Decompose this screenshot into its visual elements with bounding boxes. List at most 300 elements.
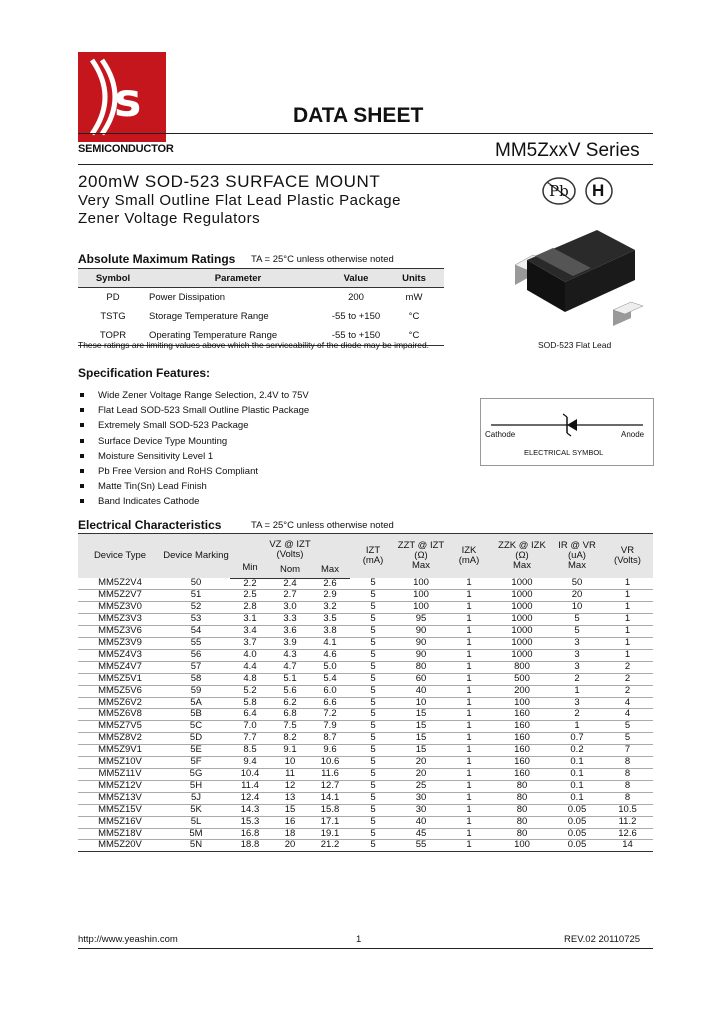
zzk-cell: 80	[516, 779, 528, 791]
device-marking-cell: 51	[190, 589, 202, 601]
zzk-cell: 1000	[511, 601, 533, 613]
vz-min-cell: 10.4	[240, 768, 260, 779]
vr-cell: 1	[624, 648, 631, 660]
izt-cell: 5	[370, 779, 376, 791]
vz-min-cell: 3.4	[243, 625, 257, 637]
izk-cell: 1	[466, 839, 472, 851]
zzt-cell: 20	[415, 768, 427, 779]
zzt-cell: 15	[415, 708, 427, 720]
electrical-symbol-caption: ELECTRICAL SYMBOL	[524, 448, 604, 457]
abs-max-note: These ratings are limiting values above which the serviceability of the diode may be impaired.	[78, 340, 430, 350]
table-row	[78, 769, 653, 781]
izt-cell: 5	[370, 684, 376, 696]
ir-cell: 5	[574, 613, 580, 625]
ir-cell: 3	[574, 637, 580, 649]
vz-nom-cell: 6.8	[283, 708, 297, 720]
electrical-condition: TA = 25°C unless otherwise noted	[251, 520, 394, 531]
zzk-cell: 1000	[511, 637, 533, 649]
vz-nom-cell: 3.0	[283, 601, 297, 613]
vz-max-cell: 11.6	[321, 768, 339, 779]
vz-nom-cell: 3.3	[283, 613, 297, 625]
vz-min-cell: 3.7	[243, 637, 257, 649]
logo-brand-text: SEMICONDUCTOR	[78, 143, 174, 155]
device-type-cell: MM5Z11V	[98, 768, 142, 779]
col-symbol: Symbol	[78, 269, 148, 288]
symbol-cell: PD	[106, 292, 120, 303]
vz-nom-cell: 9.1	[283, 744, 297, 756]
izk-cell: 1	[466, 708, 472, 720]
izt-cell: 5	[370, 744, 376, 756]
vz-nom-cell: 4.7	[283, 660, 297, 672]
title-line-1: 200mW SOD-523 SURFACE MOUNT	[78, 172, 381, 191]
table-row	[78, 288, 444, 308]
izk-cell: 1	[466, 637, 472, 649]
zzk-cell: 80	[516, 815, 528, 827]
col-vz-nom: Nom	[270, 562, 310, 578]
vz-nom-cell: 6.2	[283, 696, 297, 708]
device-marking-cell: 57	[190, 660, 202, 672]
col-vr: VR (Volts)	[602, 534, 653, 579]
zzk-cell: 160	[514, 732, 530, 744]
vz-max-cell: 9.6	[323, 744, 337, 756]
izk-cell: 1	[466, 613, 472, 625]
vr-cell: 1	[624, 601, 631, 613]
vr-cell: 7	[624, 744, 631, 756]
device-marking-cell: 50	[190, 577, 202, 589]
list-item: Extremely Small SOD-523 Package	[78, 418, 309, 433]
izt-cell: 5	[370, 720, 376, 732]
izk-cell: 1	[466, 672, 472, 684]
izt-cell: 5	[370, 613, 376, 625]
device-marking-cell: 58	[190, 672, 202, 684]
table-row	[78, 840, 653, 852]
vz-max-cell: 4.6	[323, 648, 337, 660]
vr-cell: 1	[624, 613, 631, 625]
table-row	[78, 721, 653, 733]
value-cell: -55 to +150	[328, 326, 384, 346]
table-row	[78, 745, 653, 757]
zzt-cell: 40	[415, 684, 427, 696]
zzt-cell: 95	[415, 613, 427, 625]
device-marking-cell: 5G	[189, 768, 203, 779]
ir-cell: 2	[574, 708, 580, 720]
vr-cell: 4	[624, 708, 631, 720]
zzt-cell: 80	[415, 660, 427, 672]
zzt-cell: 90	[415, 648, 427, 660]
izk-cell: 1	[466, 720, 472, 732]
vz-min-cell: 2.2	[243, 577, 257, 589]
vz-min-cell: 9.4	[243, 756, 257, 768]
vr-cell: 1	[624, 625, 631, 637]
anode-label: Anode	[621, 430, 645, 439]
device-marking-cell: 5A	[190, 696, 202, 708]
table-row	[78, 626, 653, 638]
device-type-cell: MM5Z3V6	[98, 625, 142, 637]
parameter-cell: Operating Temperature Range	[148, 326, 328, 346]
izt-cell: 5	[370, 696, 376, 708]
vz-max-cell: 2.6	[323, 577, 337, 589]
zzt-cell: 90	[415, 625, 427, 637]
vz-min-cell: 4.0	[243, 648, 257, 660]
izk-cell: 1	[466, 589, 472, 601]
list-item: Flat Lead SOD-523 Small Outline Plastic Package	[78, 403, 309, 418]
izt-cell: 5	[370, 637, 376, 649]
vz-min-cell: 3.1	[243, 613, 257, 625]
zzk-cell: 100	[514, 839, 530, 851]
col-izt: IZT (mA)	[350, 534, 396, 579]
table-row	[78, 816, 653, 828]
zzt-cell: 100	[413, 589, 429, 601]
device-marking-cell: 5D	[189, 732, 203, 744]
vr-cell: 5	[624, 720, 631, 732]
vz-min-cell: 14.3	[240, 803, 260, 815]
ir-cell: 3	[574, 660, 580, 672]
ir-cell: 0.1	[570, 779, 584, 791]
zzt-cell: 30	[415, 791, 427, 803]
zzk-cell: 1000	[511, 589, 533, 601]
vz-min-cell: 2.8	[243, 601, 257, 613]
table-row	[78, 709, 653, 721]
vz-min-cell: 7.0	[243, 720, 257, 732]
device-type-cell: MM5Z5V6	[98, 684, 142, 696]
zzk-cell: 200	[514, 684, 530, 696]
device-type-cell: MM5Z18V	[98, 827, 142, 839]
device-type-cell: MM5Z12V	[98, 779, 142, 791]
vz-min-cell: 7.7	[243, 732, 257, 744]
izk-cell: 1	[466, 756, 472, 768]
vz-max-cell: 5.0	[323, 660, 337, 672]
units-cell: °C	[384, 326, 444, 346]
table-row	[78, 578, 653, 590]
device-type-cell: MM5Z3V9	[98, 637, 142, 649]
izt-cell: 5	[370, 601, 376, 613]
device-type-cell: MM5Z6V8	[98, 708, 142, 720]
pb-free-badge: Pb	[541, 176, 577, 206]
izk-cell: 1	[466, 744, 472, 756]
electrical-title: Electrical Characteristics	[78, 518, 222, 532]
vz-nom-cell: 7.5	[283, 720, 297, 732]
abs-max-header-row	[78, 269, 444, 288]
vr-cell: 5	[624, 732, 631, 744]
list-item: Wide Zener Voltage Range Selection, 2.4V to 75V	[78, 388, 309, 403]
title-line-3: Zener Voltage Regulators	[78, 210, 261, 227]
zzk-cell: 1000	[511, 613, 533, 625]
vz-max-cell: 21.2	[320, 839, 340, 851]
ir-cell: 0.1	[570, 791, 584, 803]
device-marking-cell: 5J	[190, 791, 202, 803]
list-item: Surface Device Type Mounting	[78, 434, 309, 449]
col-device-marking: Device Marking	[162, 534, 230, 579]
izk-cell: 1	[466, 577, 472, 589]
ir-cell: 50	[571, 577, 583, 589]
table-row	[78, 828, 653, 840]
izk-cell: 1	[466, 768, 472, 779]
zzk-cell: 80	[516, 827, 528, 839]
table-row	[78, 792, 653, 804]
device-type-cell: MM5Z7V5	[98, 720, 142, 732]
vz-max-cell: 5.4	[323, 672, 337, 684]
vz-nom-cell: 3.6	[283, 625, 297, 637]
zzk-cell: 160	[514, 720, 530, 732]
vz-min-cell: 4.4	[243, 660, 257, 672]
ir-cell: 3	[574, 648, 580, 660]
zzk-cell: 80	[516, 791, 528, 803]
vz-max-cell: 7.2	[323, 708, 337, 720]
table-row	[78, 757, 653, 769]
ir-cell: 1	[574, 684, 580, 696]
zzt-cell: 60	[415, 672, 427, 684]
vz-min-cell: 4.8	[243, 672, 257, 684]
vr-cell: 14	[622, 839, 633, 851]
list-item: Band Indicates Cathode	[78, 494, 309, 509]
footer-url[interactable]: http://www.yeashin.com	[78, 934, 178, 945]
table-row	[78, 673, 653, 685]
device-marking-cell: 5E	[190, 744, 202, 756]
izk-cell: 1	[466, 779, 472, 791]
vz-max-cell: 12.7	[320, 779, 340, 791]
izt-cell: 5	[370, 625, 376, 637]
izk-cell: 1	[466, 625, 472, 637]
package-caption: SOD-523 Flat Lead	[538, 340, 612, 350]
vz-min-cell: 8.5	[243, 744, 257, 756]
vz-min-cell: 16.8	[240, 827, 260, 839]
vz-nom-cell: 2.7	[283, 589, 297, 601]
vz-nom-cell: 3.9	[283, 637, 297, 649]
revision: REV.02 20110725	[564, 934, 641, 945]
vz-min-cell: 5.8	[243, 696, 257, 708]
features-list	[78, 388, 309, 510]
device-type-cell: MM5Z9V1	[98, 744, 142, 756]
zzk-cell: 800	[514, 660, 530, 672]
zzt-cell: 15	[415, 744, 427, 756]
vr-cell: 2	[624, 684, 631, 696]
ir-cell: 0.05	[567, 803, 587, 815]
izt-cell: 5	[370, 577, 376, 589]
vr-cell: 8	[624, 779, 631, 791]
page-number: 1	[356, 934, 362, 945]
col-value: Value	[328, 269, 384, 288]
vz-max-cell: 6.6	[323, 696, 337, 708]
vz-nom-cell: 20	[284, 839, 296, 851]
device-type-cell: MM5Z2V4	[98, 577, 142, 589]
device-type-cell: MM5Z3V0	[98, 601, 142, 613]
izk-cell: 1	[466, 660, 472, 672]
device-type-cell: MM5Z10V	[98, 756, 142, 768]
list-item: Matte Tin(Sn) Lead Finish	[78, 479, 309, 494]
vz-nom-cell: 2.4	[283, 577, 297, 589]
zzt-cell: 15	[415, 720, 427, 732]
ir-cell: 0.05	[567, 815, 587, 827]
device-marking-cell: 5C	[189, 720, 203, 732]
device-type-cell: MM5Z15V	[98, 803, 142, 815]
zzt-cell: 20	[415, 756, 427, 768]
halogen-free-badge: H	[584, 176, 614, 206]
vz-max-cell: 17.1	[320, 815, 340, 827]
izt-cell: 5	[370, 756, 376, 768]
izt-cell: 5	[370, 660, 376, 672]
vr-cell: 4	[624, 696, 631, 708]
ir-cell: 0.1	[570, 768, 584, 779]
zzt-cell: 25	[415, 779, 427, 791]
device-marking-cell: 53	[190, 613, 202, 625]
zzk-cell: 1000	[511, 648, 533, 660]
vr-cell: 8	[624, 756, 631, 768]
ir-cell: 10	[571, 601, 583, 613]
izt-cell: 5	[370, 589, 376, 601]
device-type-cell: MM5Z5V1	[98, 672, 142, 684]
table-row	[78, 590, 653, 602]
zzk-cell: 160	[514, 768, 530, 779]
zzt-cell: 45	[415, 827, 427, 839]
vz-max-cell: 19.1	[320, 827, 340, 839]
izk-cell: 1	[466, 696, 472, 708]
vz-min-cell: 12.4	[240, 791, 260, 803]
col-zzt: ZZT @ IZT (Ω) Max	[396, 534, 446, 579]
vz-nom-cell: 16	[284, 815, 296, 827]
table-row	[78, 661, 653, 673]
col-vz-max: Max	[310, 562, 350, 578]
izt-cell: 5	[370, 648, 376, 660]
header-divider	[78, 133, 653, 134]
vz-nom-cell: 12	[284, 779, 296, 791]
izt-cell: 5	[370, 732, 376, 744]
table-row	[78, 614, 653, 626]
izk-cell: 1	[466, 648, 472, 660]
vz-nom-cell: 18	[284, 827, 296, 839]
vz-nom-cell: 4.3	[283, 648, 297, 660]
zzt-cell: 15	[415, 732, 427, 744]
izt-cell: 5	[370, 708, 376, 720]
ir-cell: 0.7	[570, 732, 584, 744]
zzt-cell: 100	[413, 601, 429, 613]
abs-max-title: Absolute Maximum Ratings	[78, 252, 236, 266]
list-item: Moisture Sensitivity Level 1	[78, 449, 309, 464]
cathode-label: Cathode	[485, 430, 516, 439]
vz-max-cell: 4.1	[323, 637, 337, 649]
value-cell: 200	[348, 292, 364, 303]
vz-nom-cell: 15	[284, 803, 296, 815]
izt-cell: 5	[370, 791, 376, 803]
vz-max-cell: 3.2	[323, 601, 337, 613]
vz-nom-cell: 5.1	[283, 672, 297, 684]
izt-cell: 5	[370, 839, 376, 851]
izt-cell: 5	[370, 803, 376, 815]
ir-cell: 0.1	[570, 756, 584, 768]
device-type-cell: MM5Z3V3	[98, 613, 142, 625]
abs-max-condition: TA = 25°C unless otherwise noted	[251, 254, 394, 265]
parameter-cell: Power Dissipation	[149, 292, 226, 303]
ir-cell: 0.2	[570, 744, 584, 756]
vz-max-cell: 3.5	[323, 613, 337, 625]
zzk-cell: 500	[514, 672, 530, 684]
device-marking-cell: 59	[190, 684, 202, 696]
col-ir: IR @ VR (uA) Max	[552, 534, 602, 579]
device-marking-cell: 56	[190, 648, 202, 660]
vz-max-cell: 3.8	[323, 625, 337, 637]
device-marking-cell: 54	[190, 625, 202, 637]
table-row	[78, 638, 653, 650]
device-type-cell: MM5Z2V7	[98, 589, 142, 601]
vz-max-cell: 7.9	[323, 720, 337, 732]
col-vz: VZ @ IZT (Volts)	[230, 534, 350, 563]
device-marking-cell: 52	[190, 601, 202, 613]
zzt-cell: 100	[413, 577, 429, 589]
device-type-cell: MM5Z20V	[98, 839, 142, 851]
vr-cell: 11.2	[618, 815, 637, 827]
device-marking-cell: 5H	[189, 779, 203, 791]
device-type-cell: MM5Z6V2	[98, 696, 142, 708]
izk-cell: 1	[466, 601, 472, 613]
ir-cell: 2	[574, 672, 580, 684]
izk-cell: 1	[466, 684, 472, 696]
vz-min-cell: 18.8	[240, 839, 260, 851]
col-units: Units	[384, 269, 444, 288]
table-row	[78, 307, 444, 326]
vz-nom-cell: 11	[285, 768, 295, 779]
series-name: MM5ZxxV Series	[495, 140, 640, 161]
vr-cell: 1	[624, 577, 631, 589]
device-marking-cell: 5M	[189, 827, 203, 839]
list-item: Pb Free Version and RoHS Compliant	[78, 464, 309, 479]
vz-nom-cell: 13	[284, 791, 296, 803]
svg-text:s: s	[114, 73, 142, 127]
device-type-cell: MM5Z4V7	[98, 660, 142, 672]
abs-max-table	[78, 268, 444, 346]
symbol-cell: TSTG	[100, 311, 126, 322]
vr-cell: 8	[624, 768, 631, 779]
vz-min-cell: 5.2	[243, 684, 257, 696]
table-row	[78, 804, 653, 816]
vz-nom-cell: 10	[284, 756, 296, 768]
series-divider	[78, 164, 653, 165]
zzk-cell: 80	[516, 803, 528, 815]
vz-min-cell: 6.4	[243, 708, 257, 720]
vz-max-cell: 10.6	[320, 756, 340, 768]
zzk-cell: 160	[514, 744, 530, 756]
izk-cell: 1	[466, 732, 472, 744]
vr-cell: 1	[624, 589, 631, 601]
col-parameter: Parameter	[148, 269, 328, 288]
izt-cell: 5	[370, 827, 376, 839]
vz-min-cell: 11.4	[241, 779, 259, 791]
zzk-cell: 100	[514, 696, 530, 708]
col-vz-min: Min	[230, 562, 270, 578]
footer-divider	[78, 948, 653, 949]
vz-max-cell: 14.1	[320, 791, 340, 803]
device-type-cell: MM5Z8V2	[98, 732, 142, 744]
col-zzk: ZZK @ IZK (Ω) Max	[492, 534, 552, 579]
vz-max-cell: 15.8	[320, 803, 340, 815]
title-line-2: Very Small Outline Flat Lead Plastic Package	[78, 192, 401, 209]
device-type-cell: MM5Z13V	[98, 791, 142, 803]
ir-cell: 0.05	[567, 839, 587, 851]
vz-min-cell: 2.5	[243, 589, 257, 601]
col-device-type: Device Type	[78, 534, 162, 579]
vr-cell: 10.5	[618, 803, 637, 815]
izk-cell: 1	[466, 827, 472, 839]
vr-cell: 12.6	[618, 827, 637, 839]
vr-cell: 8	[624, 791, 631, 803]
izt-cell: 5	[370, 672, 376, 684]
vz-nom-cell: 8.2	[283, 732, 297, 744]
device-marking-cell: 5B	[190, 708, 202, 720]
table-row	[78, 733, 653, 745]
ir-cell: 5	[574, 625, 580, 637]
zzt-cell: 30	[415, 803, 427, 815]
zzt-cell: 10	[415, 696, 427, 708]
vz-max-cell: 8.7	[323, 732, 337, 744]
device-marking-cell: 5F	[190, 756, 202, 768]
